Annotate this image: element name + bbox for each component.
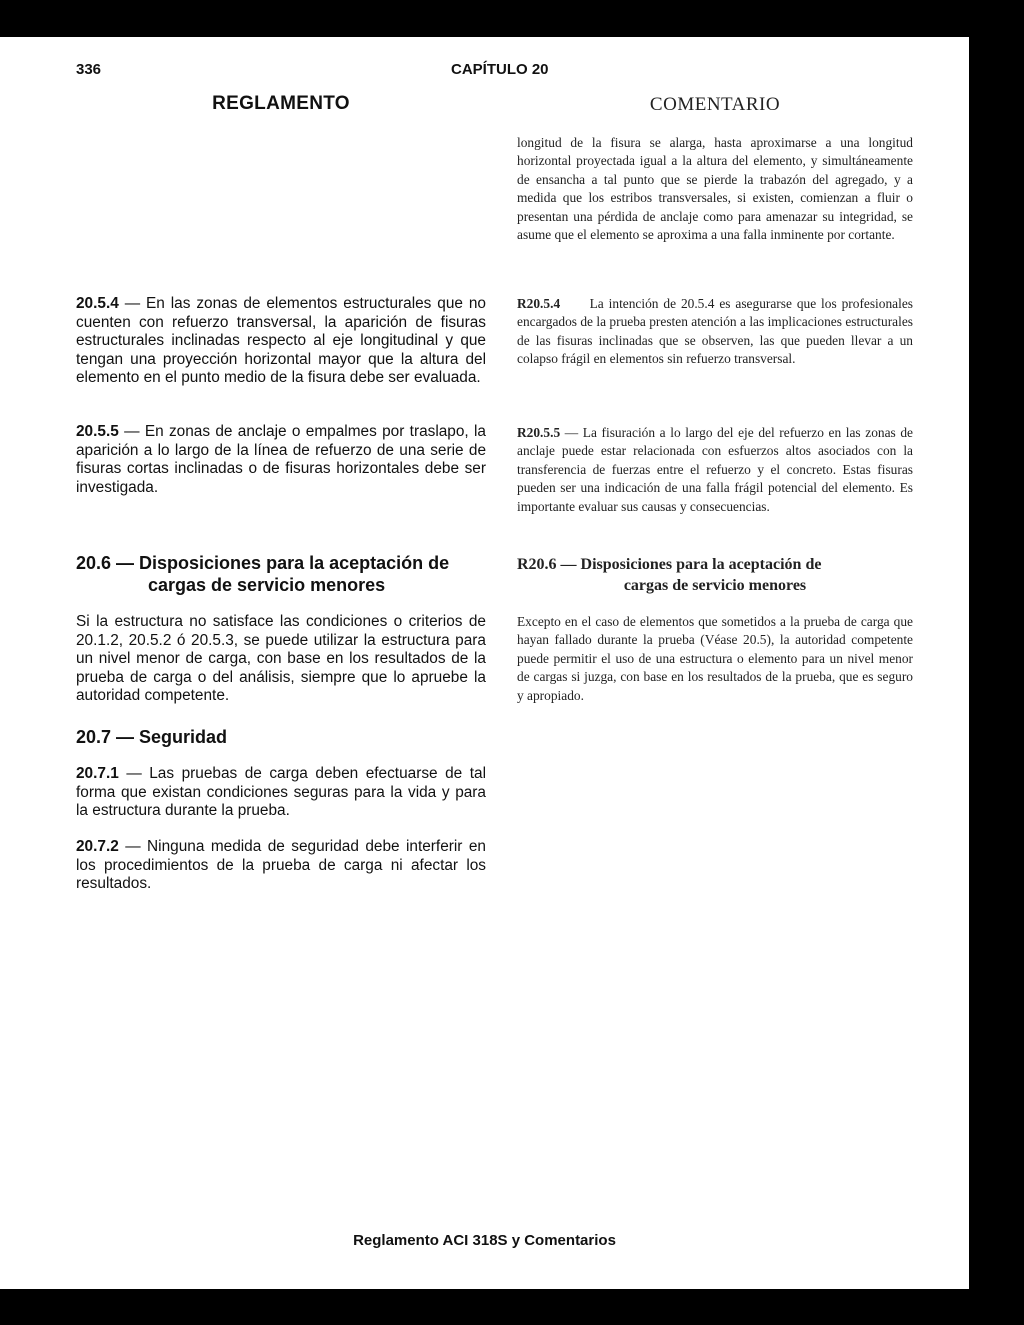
column-title-comentario: COMENTARIO (649, 94, 781, 115)
commentary-r2055 (517, 424, 913, 516)
commentary-r206-heading-line1: R20.6 — Disposiciones para la aceptación de (517, 556, 822, 573)
commentary-r206-heading-line2: cargas de servicio menores (623, 577, 807, 594)
code-207-heading (76, 726, 486, 748)
code-207-heading-text: 20.7 — Seguridad (76, 727, 228, 747)
code-2072 (76, 838, 486, 894)
code-206-heading-line2: cargas de servicio menores (148, 575, 386, 595)
code-2055-text: — En zonas de anclaje o empalmes por traslapo, la aparición a lo largo de la línea de refuerzo de una serie de fisuras cortas inclinadas o de fisuras horizontales debe ser investigada. (76, 423, 486, 496)
commentary-r2055-label: R20.5.5 (517, 425, 561, 440)
document-page (0, 37, 969, 1289)
page-footer: Reglamento ACI 318S y Comentarios (353, 1232, 616, 1249)
code-2071 (76, 765, 486, 821)
commentary-r2054 (517, 295, 913, 369)
code-2054 (76, 295, 486, 388)
code-2072-label: 20.7.2 (76, 838, 119, 855)
code-2071-text: — Las pruebas de carga deben efectuarse de tal forma que existan condiciones seguras para la vida y para la estructura durante la prueba. (76, 765, 486, 820)
code-2055-label: 20.5.5 (76, 423, 119, 440)
commentary-r206-text: Excepto en el caso de elementos que sometidos a la prueba de carga que hayan fallado durante la prueba (Véase 20.5), la autoridad competente puede permitir el uso de una estructura o elemento para un nivel menor de cargas si juzga, con base en los resultados de la prueba, que es seguro y apropiado. (517, 614, 913, 703)
commentary-r2054-text: La intención de 20.5.4 es asegurarse que los profesionales encargados de la prueba presten atención a las implicaciones estructurales de las fisuras inclinadas que se observen, las que pueden llevar a un colapso frágil en elementos sin refuerzo transversal. (517, 296, 913, 367)
commentary-r206 (517, 613, 913, 705)
code-206-heading-line1: 20.6 — Disposiciones para la aceptación de (76, 553, 450, 573)
commentary-intro-text: longitud de la fisura se alarga, hasta aproximarse a una longitud horizontal proyectada igual a la altura del elemento, y simultáneamente de ensancha a tal punto que se pierde la trabazón del agregado, y a medida que los estribos transversales, si existen, comienzan a fluir o presentan una pérdida de anclaje como para amenazar su integridad, se asume que el elemento se aproxima a una falla inminente por cortante. (517, 135, 913, 243)
code-2055 (76, 423, 486, 497)
commentary-r2054-label: R20.5.4 (517, 296, 561, 311)
code-2054-text: — En las zonas de elementos estructurales que no cuenten con refuerzo transversal, la aparición de fisuras estructurales inclinadas respecto al eje longitudinal y que tengan una proyección horizontal mayor que la altura del elemento en el punto medio de la fisura debe ser evaluada. (76, 295, 486, 387)
code-2072-text: — Ninguna medida de seguridad debe interferir en los procedimientos de la prueba de carga ni afectar los resultados. (76, 838, 486, 893)
code-206-heading (76, 552, 486, 596)
commentary-r2055-text: — La fisuración a lo largo del eje del refuerzo en las zonas de anclaje puede estar relacionada con esfuerzos altos asociados con la transferencia de fuerzas entre el refuerzo y el concreto. Estas fisuras pueden ser una indicación de una falla frágil potencial del elemento. Es importante evaluar sus causas y consecuencias. (517, 425, 913, 514)
code-206-text: Si la estructura no satisface las condiciones o criterios de 20.1.2, 20.5.2 ó 20.5.3, se puede utilizar la estructura para un nivel menor de carga, con base en los resultados de la prueba de carga o del análisis, siempre que lo apruebe la autoridad competente. (76, 613, 486, 705)
code-2071-label: 20.7.1 (76, 765, 119, 782)
page-number: 336 (76, 61, 102, 78)
commentary-r206-heading (517, 554, 913, 596)
code-206 (76, 613, 486, 706)
commentary-intro (517, 134, 913, 244)
column-title-reglamento: REGLAMENTO (212, 93, 350, 114)
code-2054-label: 20.5.4 (76, 295, 119, 312)
chapter-title: CAPÍTULO 20 (451, 61, 549, 78)
